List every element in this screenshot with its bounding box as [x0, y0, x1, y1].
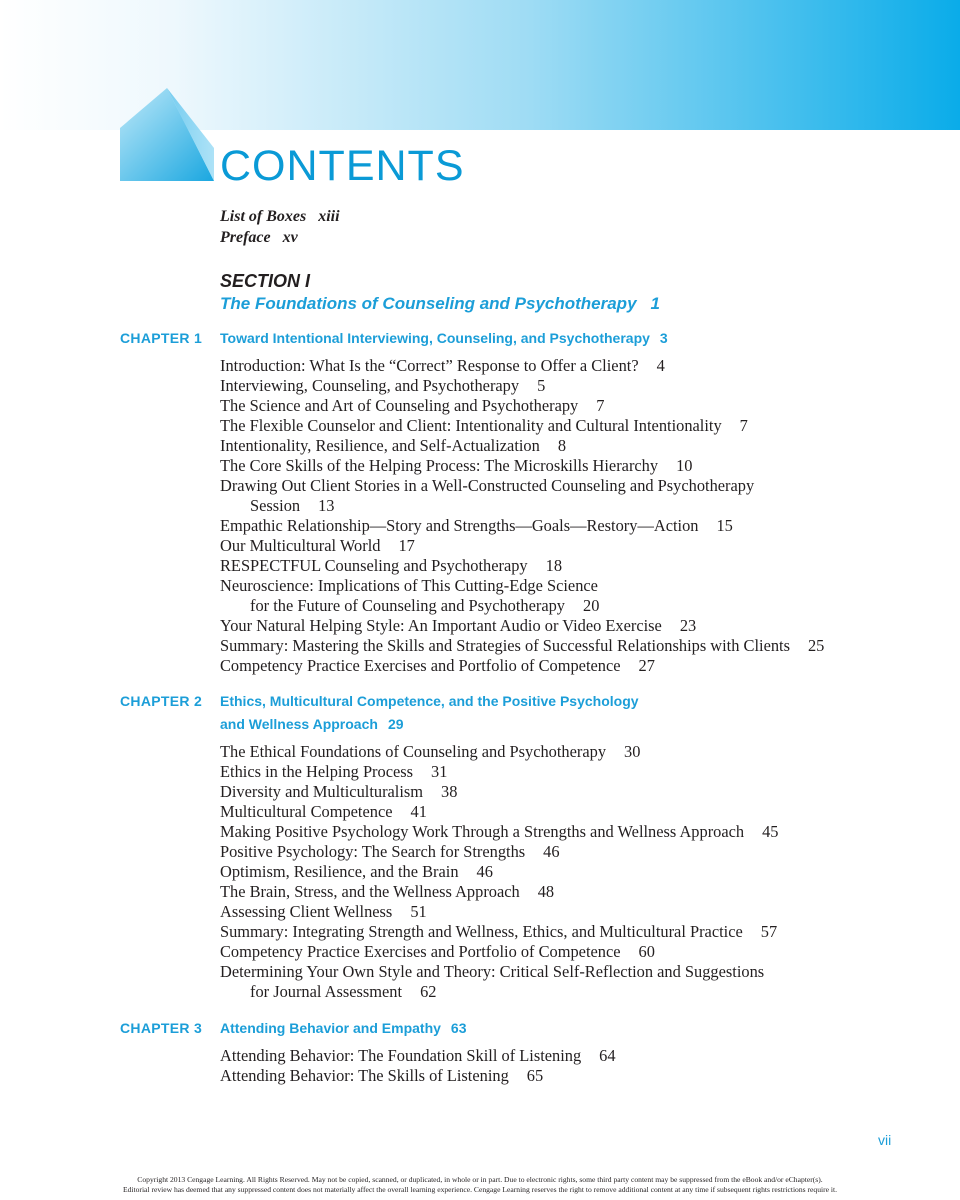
chapter-page: 63 [450, 1020, 467, 1036]
toc-entry[interactable] [220, 556, 860, 576]
chapter-page: 29 [387, 716, 404, 732]
toc-entry-text: Session [250, 496, 301, 515]
toc-entry-page: 17 [398, 536, 415, 555]
copyright-notice [40, 1175, 920, 1194]
toc-entry-text: The Science and Art of Counseling and Psychotherapy [220, 396, 579, 415]
toc-entry[interactable] [220, 922, 860, 942]
chapter-page: 3 [659, 330, 668, 346]
toc-entry-page: 38 [441, 782, 458, 801]
front-matter-item[interactable] [220, 206, 340, 227]
chapter-block [120, 327, 860, 676]
toc-entry-page: 60 [638, 942, 655, 961]
pyramid-icon [120, 88, 214, 181]
front-matter [220, 206, 340, 248]
toc-entry-text: Our Multicultural World [220, 536, 381, 555]
toc-entry-page: 25 [807, 636, 825, 655]
toc-entry-text: Summary: Integrating Strength and Wellness, Ethics, and Multicultural Practice [220, 922, 743, 941]
toc-entry[interactable] [220, 1066, 860, 1086]
toc-entry-page: 10 [676, 456, 693, 475]
copyright-line: Editorial review has deemed that any suppressed content does not materially affect the overall learning experience. Cengage Learning reserves the right to remove additional content at any time if subsequent rights restrictions require it. [122, 1184, 838, 1194]
toc-entry-page: 62 [420, 982, 437, 1001]
toc-entry[interactable] [220, 802, 860, 822]
toc-entry[interactable] [220, 762, 860, 782]
toc-entry-text: The Core Skills of the Helping Process: The Microskills Hierarchy [220, 456, 659, 475]
toc-entry-text: Competency Practice Exercises and Portfolio of Competence [220, 656, 621, 675]
toc-entry[interactable] [220, 882, 860, 902]
toc-entry-page: 48 [537, 882, 555, 901]
toc-entry-text: Multicultural Competence [220, 802, 393, 821]
toc-entry-page: 8 [557, 436, 567, 455]
toc-entry-page: 45 [762, 822, 779, 841]
section-page: 1 [650, 294, 660, 313]
toc-entry[interactable] [220, 576, 860, 616]
toc-entry[interactable] [220, 636, 860, 656]
toc-entry[interactable] [220, 616, 860, 636]
toc-entry-page: 18 [545, 556, 563, 575]
toc-entry[interactable] [220, 356, 860, 376]
toc-entry[interactable] [220, 742, 860, 762]
section-title[interactable] [220, 293, 660, 315]
chapter-block [120, 1017, 860, 1086]
chapter-heading[interactable] [120, 690, 860, 736]
toc-entry[interactable] [220, 782, 860, 802]
toc-entry-page: 31 [431, 762, 448, 781]
toc-entry-page: 46 [543, 842, 560, 861]
toc-entry-page: 5 [537, 376, 546, 395]
toc-entry-page: 7 [739, 416, 748, 435]
entry-list [220, 742, 860, 1002]
toc-entry-page: 64 [599, 1046, 616, 1065]
toc-entry[interactable] [220, 436, 860, 456]
toc-entry-text: Competency Practice Exercises and Portfolio of Competence [220, 942, 621, 961]
toc-entry[interactable] [220, 862, 860, 882]
toc-entry-page: 4 [656, 356, 665, 375]
toc-entry-text: Your Natural Helping Style: An Important Audio or Video Exercise [220, 616, 662, 635]
toc-entry-page: 46 [476, 862, 493, 881]
toc-entry[interactable] [220, 536, 860, 556]
front-matter-page: xiii [318, 208, 340, 225]
page-number: vii [878, 1132, 892, 1148]
toc-entry-text: Empathic Relationship—Story and Strengths—Goals—Restory—Action [220, 516, 699, 535]
chapter-title-line [220, 690, 860, 713]
toc-entry-text: Introduction: What Is the “Correct” Response to Offer a Client? [220, 356, 639, 375]
toc-entry-page: 13 [318, 496, 335, 515]
toc-entry-page: 41 [410, 802, 427, 821]
front-matter-label: List of Boxes [220, 208, 307, 225]
toc-entry[interactable] [220, 476, 860, 516]
page-title: CONTENTS [220, 142, 465, 190]
chapter-title-text: Toward Intentional Interviewing, Counseling, and Psychotherapy [220, 330, 650, 346]
chapter-title-text: Attending Behavior and Empathy [220, 1020, 441, 1036]
chapter-label: CHAPTER 2 [120, 693, 203, 709]
toc-entry-text: Optimism, Resilience, and the Brain [220, 862, 459, 881]
section-title-text: The Foundations of Counseling and Psychotherapy [220, 294, 637, 313]
toc-entry-text: Diversity and Multiculturalism [220, 782, 424, 801]
toc-entry-text: Making Positive Psychology Work Through a Strengths and Wellness Approach [220, 822, 745, 841]
chapter-title-line [220, 327, 860, 350]
toc-entry-page: 27 [638, 656, 655, 675]
toc-entry-text: Attending Behavior: The Skills of Listening [220, 1066, 509, 1085]
chapter-heading[interactable] [120, 327, 860, 350]
entry-list [220, 356, 860, 676]
chapter-heading[interactable] [120, 1017, 860, 1040]
toc-entry[interactable] [220, 1046, 860, 1066]
toc-entry-text: The Brain, Stress, and the Wellness Approach [220, 882, 520, 901]
toc-entry-text: for Journal Assessment [250, 982, 403, 1001]
toc-entry-page: 65 [526, 1066, 544, 1085]
toc-entry-page: 7 [596, 396, 605, 415]
toc-entry-text: Neuroscience: Implications of This Cutting-Edge Science [220, 576, 598, 595]
toc-entry-page: 20 [583, 596, 600, 615]
toc-entry[interactable] [220, 396, 860, 416]
toc-entry-text: Ethics in the Helping Process [220, 762, 414, 781]
toc-entry-text: Interviewing, Counseling, and Psychotherapy [220, 376, 520, 395]
copyright-line: Copyright 2013 Cengage Learning. All Rights Reserved. May not be copied, scanned, or duplicated, in whole or in part. Due to electronic rights, some third party content may be suppressed from the eBook and/or eChapter(s). [137, 1175, 823, 1184]
toc-entry[interactable] [220, 842, 860, 862]
toc-entry[interactable] [220, 656, 860, 676]
front-matter-label: Preface [220, 229, 271, 246]
toc-entry[interactable] [220, 942, 860, 962]
chapter-title-text: Ethics, Multicultural Competence, and the Positive Psychology [220, 693, 639, 709]
toc-entry[interactable] [220, 516, 860, 536]
toc-entry[interactable] [220, 902, 860, 922]
chapter-title-line [220, 713, 860, 736]
toc-entry-text: Intentionality, Resilience, and Self-Actualization [220, 436, 540, 455]
chapter-title-line [220, 1017, 860, 1040]
chapter-label: CHAPTER 3 [120, 1020, 203, 1036]
toc-entry[interactable] [220, 962, 860, 1002]
toc-entry-text: Assessing Client Wellness [220, 902, 393, 921]
toc-entry-text: Attending Behavior: The Foundation Skill of Listening [220, 1046, 582, 1065]
toc-entry[interactable] [220, 416, 860, 436]
toc-entry-text: The Flexible Counselor and Client: Intentionality and Cultural Intentionality [220, 416, 722, 435]
toc-entry-page: 15 [716, 516, 733, 535]
section-label: SECTION I [220, 271, 311, 291]
toc-entry[interactable] [220, 822, 860, 842]
toc-entry-text: Positive Psychology: The Search for Strengths [220, 842, 526, 861]
toc-entry-page: 23 [679, 616, 697, 635]
toc-entry-text: RESPECTFUL Counseling and Psychotherapy [220, 556, 528, 575]
toc-entry-page: 57 [760, 922, 778, 941]
chapter-title-text: and Wellness Approach [220, 716, 378, 732]
toc-entry-page: 51 [410, 902, 427, 921]
front-matter-page: xv [282, 229, 298, 246]
toc-entry-text: The Ethical Foundations of Counseling and Psychotherapy [220, 742, 607, 761]
chapter-block [120, 690, 860, 1002]
front-matter-item[interactable] [220, 227, 340, 248]
toc-entry-text: Determining Your Own Style and Theory: Critical Self-Reflection and Suggestions [220, 962, 765, 981]
chapter-label: CHAPTER 1 [120, 330, 203, 346]
toc-entry-text: for the Future of Counseling and Psychotherapy [250, 596, 566, 615]
entry-list [220, 1046, 860, 1086]
toc-entry-text: Summary: Mastering the Skills and Strategies of Successful Relationships with Clients [220, 636, 790, 655]
toc-entry-page: 30 [624, 742, 641, 761]
toc-entry-text: Drawing Out Client Stories in a Well-Constructed Counseling and Psychotherapy [220, 476, 755, 495]
toc-entry[interactable] [220, 376, 860, 396]
toc-entry[interactable] [220, 456, 860, 476]
